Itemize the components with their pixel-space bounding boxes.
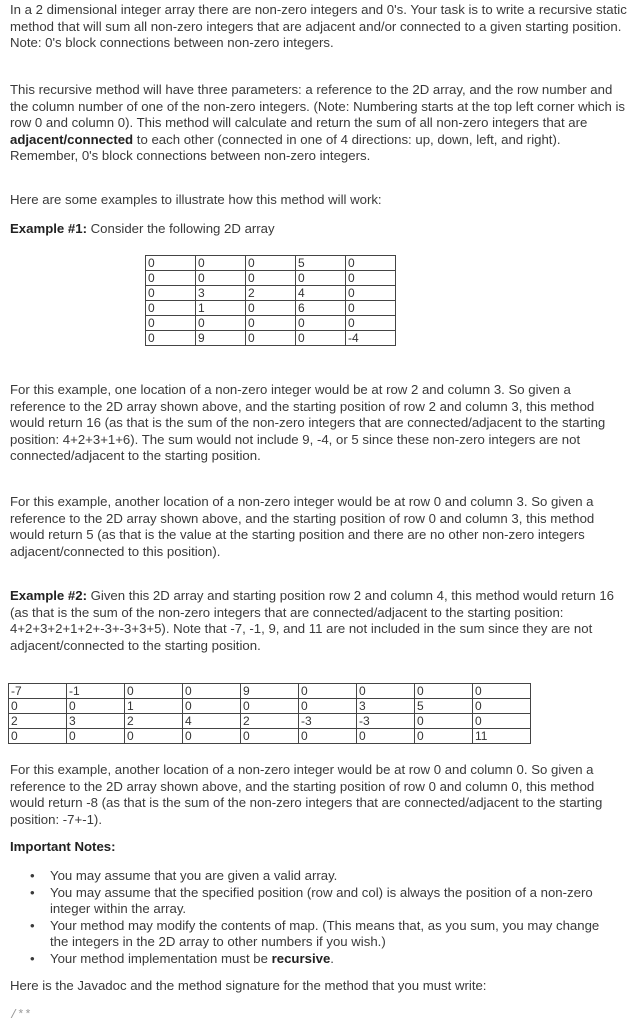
- table-cell: 0: [473, 714, 531, 729]
- list-item: • Your method may modify the contents of map. (This means that, as you sum, you may change the integers in the 2D array to other numbers if you wish.): [40, 918, 620, 951]
- table-cell: 0: [246, 331, 296, 346]
- table-cell: 6: [296, 301, 346, 316]
- table-cell: 0: [299, 729, 357, 744]
- intro-paragraph: In a 2 dimensional integer array there are non-zero integers and 0's. Your task is to write a recursive static method that will sum all non-zero integers that are adjacent and/or connected to a given starting position. Note: 0's block connections between non-zero integers.: [10, 2, 627, 50]
- table-cell: 0: [415, 714, 473, 729]
- table-cell: 0: [125, 684, 183, 699]
- example1-text: Consider the following 2D array: [86, 221, 275, 236]
- parameters-text-end: to each other (connected in one of 4 directions: up, down, left, and right). Remember, 0's block connections between non-zero integers.: [10, 131, 561, 163]
- table-row: [146, 301, 396, 316]
- example2-array-table: [8, 683, 531, 744]
- table-cell: 5: [296, 256, 346, 271]
- examples-intro: Here are some examples to illustrate how this method will work:: [10, 192, 382, 207]
- example1-array-table: [145, 255, 396, 346]
- list-item: [40, 951, 620, 968]
- javadoc-intro: Here is the Javadoc and the method signature for the method that you must write:: [10, 978, 487, 993]
- table-cell: 0: [473, 699, 531, 714]
- table-cell: 0: [357, 684, 415, 699]
- table-cell: 0: [299, 699, 357, 714]
- table-cell: 0: [346, 286, 396, 301]
- table-cell: 2: [246, 286, 296, 301]
- table-cell: 0: [67, 729, 125, 744]
- table-cell: 0: [9, 699, 67, 714]
- bold-recursive: recursive: [271, 950, 331, 966]
- table-cell: 5: [415, 699, 473, 714]
- table-cell: 0: [146, 256, 196, 271]
- table-row: [9, 699, 531, 714]
- example2-explanation: For this example, another location of a non-zero integer would be at row 0 and column 0. So given a reference to the 2D array shown above, and the starting position of row 0 and column 0, this method would return -8 (as that is the sum of the non-zero integers that are connected/adjacent to the starting position: -7+-1).: [10, 762, 603, 827]
- important-notes-label: Important Notes:: [10, 839, 116, 854]
- table-cell: 3: [67, 714, 125, 729]
- table-cell: -1: [67, 684, 125, 699]
- list-item: • You may assume that you are given a valid array.: [40, 868, 620, 885]
- table-cell: 0: [415, 684, 473, 699]
- example2-paragraph: [10, 588, 628, 654]
- table-cell: 9: [241, 684, 299, 699]
- example2-text: Given this 2D array and starting position row 2 and column 4, this method would return 16 (as that is the sum of the non-zero integers that are connected/adjacent to the starting position: 4+2+3+2+1+2+-3+-3+3+5). Note that -7, -1, 9, and 11 are not included in the sum since they are not adjacent/connected to the starting position.: [10, 588, 615, 653]
- table-cell: 0: [9, 729, 67, 744]
- example1-heading: [10, 221, 628, 238]
- table-cell: 0: [183, 729, 241, 744]
- table-cell: 0: [246, 271, 296, 286]
- table-cell: 1: [196, 301, 246, 316]
- table-cell: 3: [196, 286, 246, 301]
- table-cell: -4: [346, 331, 396, 346]
- table-cell: 0: [183, 699, 241, 714]
- table-cell: 0: [67, 699, 125, 714]
- table-cell: 0: [241, 699, 299, 714]
- table-cell: 11: [473, 729, 531, 744]
- note-text: Your method implementation must be: [50, 950, 272, 966]
- table-cell: 3: [357, 699, 415, 714]
- table-cell: 0: [183, 684, 241, 699]
- table-cell: 2: [9, 714, 67, 729]
- table-cell: 0: [346, 301, 396, 316]
- table-cell: 0: [357, 729, 415, 744]
- table-cell: 0: [146, 316, 196, 331]
- table-row: [9, 684, 531, 699]
- example1-explanation-a: For this example, one location of a non-zero integer would be at row 2 and column 3. So given a reference to the 2D array shown above, and the starting position of row 2 and column 3, this method would return 16 (as that is the sum of the non-zero integers that are connected/adjacent to the starting position: 4+2+3+1+6). The sum would not include 9, -4, or 5 since these non-zero integers are not connected/adjacent to the starting position.: [10, 382, 606, 463]
- notes-list: [40, 868, 620, 967]
- table-cell: 0: [146, 271, 196, 286]
- table-cell: 0: [246, 256, 296, 271]
- table-row: [9, 729, 531, 744]
- example2-label: Example #2:: [10, 588, 87, 603]
- table-cell: 2: [125, 714, 183, 729]
- table-cell: 0: [246, 316, 296, 331]
- table-cell: 0: [346, 256, 396, 271]
- table-cell: -3: [357, 714, 415, 729]
- table-row: [146, 271, 396, 286]
- table-row: [146, 316, 396, 331]
- table-cell: 0: [196, 256, 246, 271]
- table-cell: 0: [246, 301, 296, 316]
- table-cell: 0: [473, 684, 531, 699]
- table-cell: 0: [296, 316, 346, 331]
- parameters-text: This recursive method will have three parameters: a reference to the 2D array, and the row number and the column number of one of the non-zero integers. (Note: Numbering starts at the top left corner which is row 0 and column 0). This method will calculate and return the sum of all non-zero integers that are: [10, 82, 625, 130]
- list-item: • You may assume that the specified position (row and col) is always the position of a non-zero integer within the array.: [40, 885, 620, 918]
- table-row: [146, 256, 396, 271]
- table-row: [9, 714, 531, 729]
- table-cell: 9: [196, 331, 246, 346]
- bold-adjacent-connected: adjacent/connected: [10, 131, 134, 147]
- example1-label: Example #1:: [10, 221, 87, 236]
- table-cell: -7: [9, 684, 67, 699]
- table-cell: 0: [196, 271, 246, 286]
- table-cell: 0: [296, 271, 346, 286]
- important-notes-heading: [10, 839, 116, 856]
- table-cell: 0: [196, 316, 246, 331]
- table-cell: 0: [146, 286, 196, 301]
- table-cell: 0: [146, 331, 196, 346]
- table-cell: 1: [125, 699, 183, 714]
- example1-explanation-b: For this example, another location of a non-zero integer would be at row 0 and column 3. So given a reference to the 2D array shown above, and the starting position of row 0 and column 3, this method would return 5 (as that is the value at the starting position and there are no other non-zero integers adjacent/connected to this position).: [10, 494, 595, 559]
- table-cell: 4: [183, 714, 241, 729]
- table-cell: 0: [346, 316, 396, 331]
- table-cell: -3: [299, 714, 357, 729]
- table-row: [146, 331, 396, 346]
- table-cell: 0: [146, 301, 196, 316]
- note-period: .: [330, 950, 334, 966]
- table-cell: 0: [415, 729, 473, 744]
- parameters-paragraph: [10, 82, 628, 165]
- table-cell: 0: [125, 729, 183, 744]
- table-cell: 0: [241, 729, 299, 744]
- javadoc-comment-start: /**: [10, 1008, 32, 1022]
- table-cell: 4: [296, 286, 346, 301]
- table-cell: 0: [299, 684, 357, 699]
- table-cell: 2: [241, 714, 299, 729]
- table-cell: 0: [346, 271, 396, 286]
- table-row: [146, 286, 396, 301]
- table-cell: 0: [296, 331, 346, 346]
